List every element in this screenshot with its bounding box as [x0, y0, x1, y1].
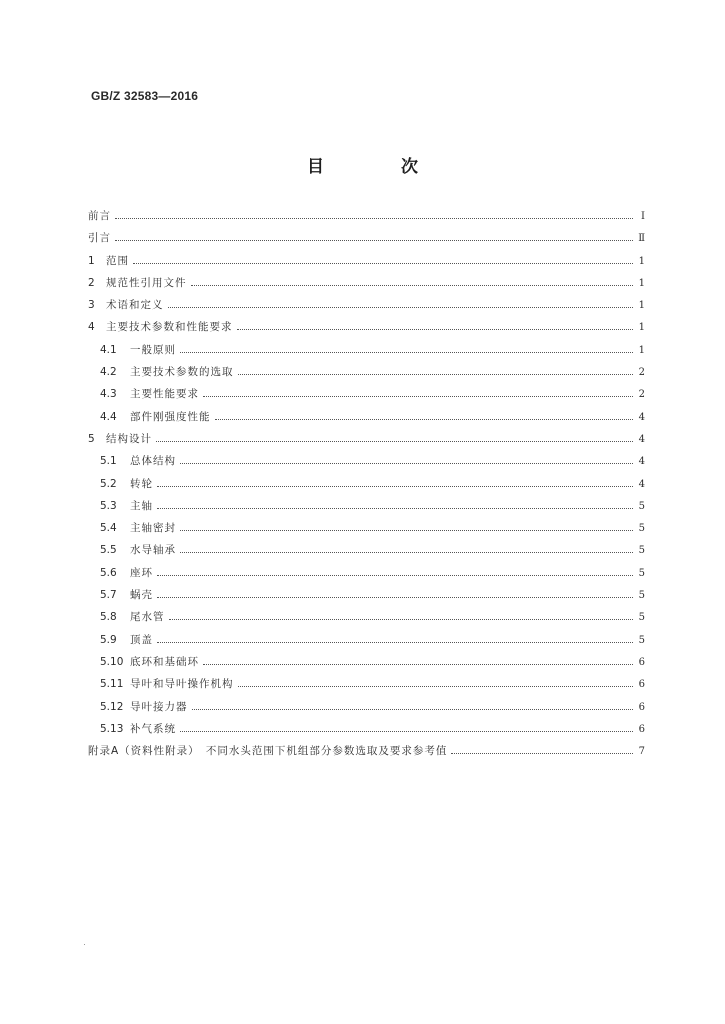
toc-entry-number: 5.10 — [100, 655, 124, 668]
toc-entry-page: 4 — [638, 411, 645, 423]
toc-leader-dots — [157, 575, 633, 576]
toc-leader-dots — [133, 263, 633, 264]
toc-entry-page: 1 — [638, 300, 645, 312]
toc-entry-label: 主要技术参数和性能要求 — [106, 321, 233, 334]
toc-entry-page: 4 — [638, 478, 645, 490]
toc-entry-number: 4 — [88, 321, 95, 334]
toc-entry-page: 5 — [638, 612, 645, 624]
toc-entry[interactable] — [88, 476, 645, 498]
toc-entry-number: 5.5 — [100, 544, 117, 557]
toc-leader-dots — [191, 285, 634, 286]
toc-entry-page: 5 — [638, 545, 645, 557]
toc-leader-dots — [157, 508, 633, 509]
toc-entry-number: 5.11 — [100, 678, 124, 691]
toc-entry[interactable] — [88, 319, 645, 341]
toc-entry-number: 2 — [88, 276, 95, 289]
scan-speck — [84, 944, 85, 945]
toc-leader-dots — [168, 307, 634, 308]
toc-leader-dots — [203, 396, 633, 397]
toc-entry-number: 5.13 — [100, 722, 124, 735]
toc-leader-dots — [115, 240, 633, 241]
toc-entry[interactable] — [88, 498, 645, 520]
toc-entry[interactable] — [88, 386, 645, 408]
toc-leader-dots — [156, 441, 633, 442]
toc-entry-label: 附录A（资料性附录） 不同水头范围下机组部分参数选取及要求参考值 — [88, 745, 448, 758]
toc-entry[interactable] — [88, 520, 645, 542]
toc-leader-dots — [238, 686, 634, 687]
toc-leader-dots — [157, 486, 633, 487]
toc-entry-number: 5.6 — [100, 566, 117, 579]
toc-entry-label: 尾水管 — [130, 611, 165, 624]
toc-entry-number: 4.4 — [100, 410, 117, 423]
toc-leader-dots — [169, 619, 634, 620]
toc-entry-label: 座环 — [130, 566, 153, 579]
toc-leader-dots — [115, 218, 633, 219]
toc-entry-label: 总体结构 — [130, 455, 176, 468]
toc-entry-number: 1 — [88, 254, 95, 267]
toc-entry[interactable] — [88, 364, 645, 386]
toc-entry-number: 5.2 — [100, 477, 117, 490]
toc-entry[interactable] — [88, 721, 645, 743]
toc-leader-dots — [157, 597, 633, 598]
toc-entry-page: 5 — [638, 523, 645, 535]
toc-entry-page: 5 — [638, 590, 645, 602]
toc-entry-label: 引言 — [88, 232, 111, 245]
toc-entry[interactable] — [88, 453, 645, 475]
toc-entry-number: 5.1 — [100, 455, 117, 468]
toc-entry-label: 底环和基础环 — [130, 655, 199, 668]
toc-entry-number: 5.12 — [100, 700, 124, 713]
toc-entry[interactable] — [88, 609, 645, 631]
toc-entry-number: 5.8 — [100, 611, 117, 624]
toc-entry-page: 1 — [638, 344, 645, 356]
toc-entry-number: 5.7 — [100, 589, 117, 602]
toc-leader-dots — [192, 709, 634, 710]
toc-entry-page: 6 — [638, 656, 645, 668]
toc-entry-label: 蜗壳 — [130, 589, 153, 602]
toc-entry[interactable] — [88, 654, 645, 676]
toc-entry[interactable] — [88, 409, 645, 431]
toc-entry-page: 2 — [638, 389, 645, 401]
toc-entry-page: 2 — [638, 367, 645, 379]
toc-entry-page: Ⅰ — [641, 211, 645, 222]
toc-entry[interactable] — [88, 297, 645, 319]
toc-entry[interactable] — [88, 587, 645, 609]
toc-leader-dots — [157, 642, 633, 643]
toc-entry-number: 5.3 — [100, 499, 117, 512]
toc-entry-label: 补气系统 — [130, 722, 176, 735]
toc-leader-dots — [203, 664, 633, 665]
toc-entry[interactable] — [88, 699, 645, 721]
toc-leader-dots — [451, 753, 633, 754]
toc-entry[interactable] — [88, 676, 645, 698]
toc-entry-label: 转轮 — [130, 477, 153, 490]
toc-entry-page: 6 — [638, 679, 645, 691]
toc-entry-page: 4 — [638, 456, 645, 468]
toc-entry-page: 1 — [638, 255, 645, 267]
toc-entry-page: 6 — [638, 701, 645, 713]
toc-leader-dots — [180, 731, 633, 732]
toc-leader-dots — [180, 352, 633, 353]
toc-leader-dots — [180, 552, 633, 553]
toc-entry-label: 主要性能要求 — [130, 388, 199, 401]
toc-entry[interactable] — [88, 565, 645, 587]
page-title: 目 次 — [307, 157, 448, 177]
toc-entry[interactable] — [88, 431, 645, 453]
toc-entry-page: 5 — [638, 634, 645, 646]
toc-entry-page: 1 — [638, 277, 645, 289]
toc-entry-page: 5 — [638, 500, 645, 512]
toc-entry-label: 一般原则 — [130, 343, 176, 356]
toc-entry-label: 规范性引用文件 — [106, 276, 187, 289]
toc-entry-number: 4.3 — [100, 388, 117, 401]
toc-entry-label: 术语和定义 — [106, 299, 164, 312]
toc-entry-number: 3 — [88, 299, 95, 312]
toc-entry-number: 5.9 — [100, 633, 117, 646]
toc-leader-dots — [180, 463, 633, 464]
toc-entry-label: 顶盖 — [130, 633, 153, 646]
toc-entry-page: 5 — [638, 567, 645, 579]
toc-entry-number: 5 — [88, 432, 95, 445]
toc-entry-page: 7 — [638, 746, 645, 758]
toc-leader-dots — [215, 419, 634, 420]
toc-entry-label: 主轴 — [130, 499, 153, 512]
toc-entry-label: 结构设计 — [106, 432, 152, 445]
toc-leader-dots — [238, 374, 634, 375]
toc-entry-label: 水导轴承 — [130, 544, 176, 557]
toc-entry[interactable] — [88, 743, 645, 765]
toc-entry[interactable] — [88, 253, 645, 275]
toc-entry-label: 主轴密封 — [130, 522, 176, 535]
toc-entry-number: 4.1 — [100, 343, 117, 356]
toc-entry-label: 主要技术参数的选取 — [130, 366, 234, 379]
toc-entry-label: 导叶和导叶操作机构 — [130, 678, 234, 691]
toc-leader-dots — [237, 329, 634, 330]
toc-entry-page: 4 — [638, 433, 645, 445]
table-of-contents — [88, 208, 645, 765]
toc-entry[interactable] — [88, 342, 645, 364]
toc-entry[interactable] — [88, 230, 645, 252]
toc-entry-label: 前言 — [88, 210, 111, 222]
toc-entry-page: 6 — [638, 723, 645, 735]
toc-entry-label: 部件刚强度性能 — [130, 410, 211, 423]
standard-code: GB/Z 32583—2016 — [91, 89, 199, 103]
toc-entry-label: 范围 — [106, 254, 129, 267]
toc-entry-number: 4.2 — [100, 366, 117, 379]
toc-entry[interactable] — [88, 275, 645, 297]
toc-entry[interactable] — [88, 542, 645, 564]
toc-entry[interactable] — [88, 632, 645, 654]
toc-entry-label: 导叶接力器 — [130, 700, 188, 713]
toc-entry-page: 1 — [638, 322, 645, 334]
toc-entry-page: Ⅱ — [638, 233, 645, 245]
toc-leader-dots — [180, 530, 633, 531]
toc-entry[interactable] — [88, 208, 645, 230]
toc-entry-number: 5.4 — [100, 522, 117, 535]
